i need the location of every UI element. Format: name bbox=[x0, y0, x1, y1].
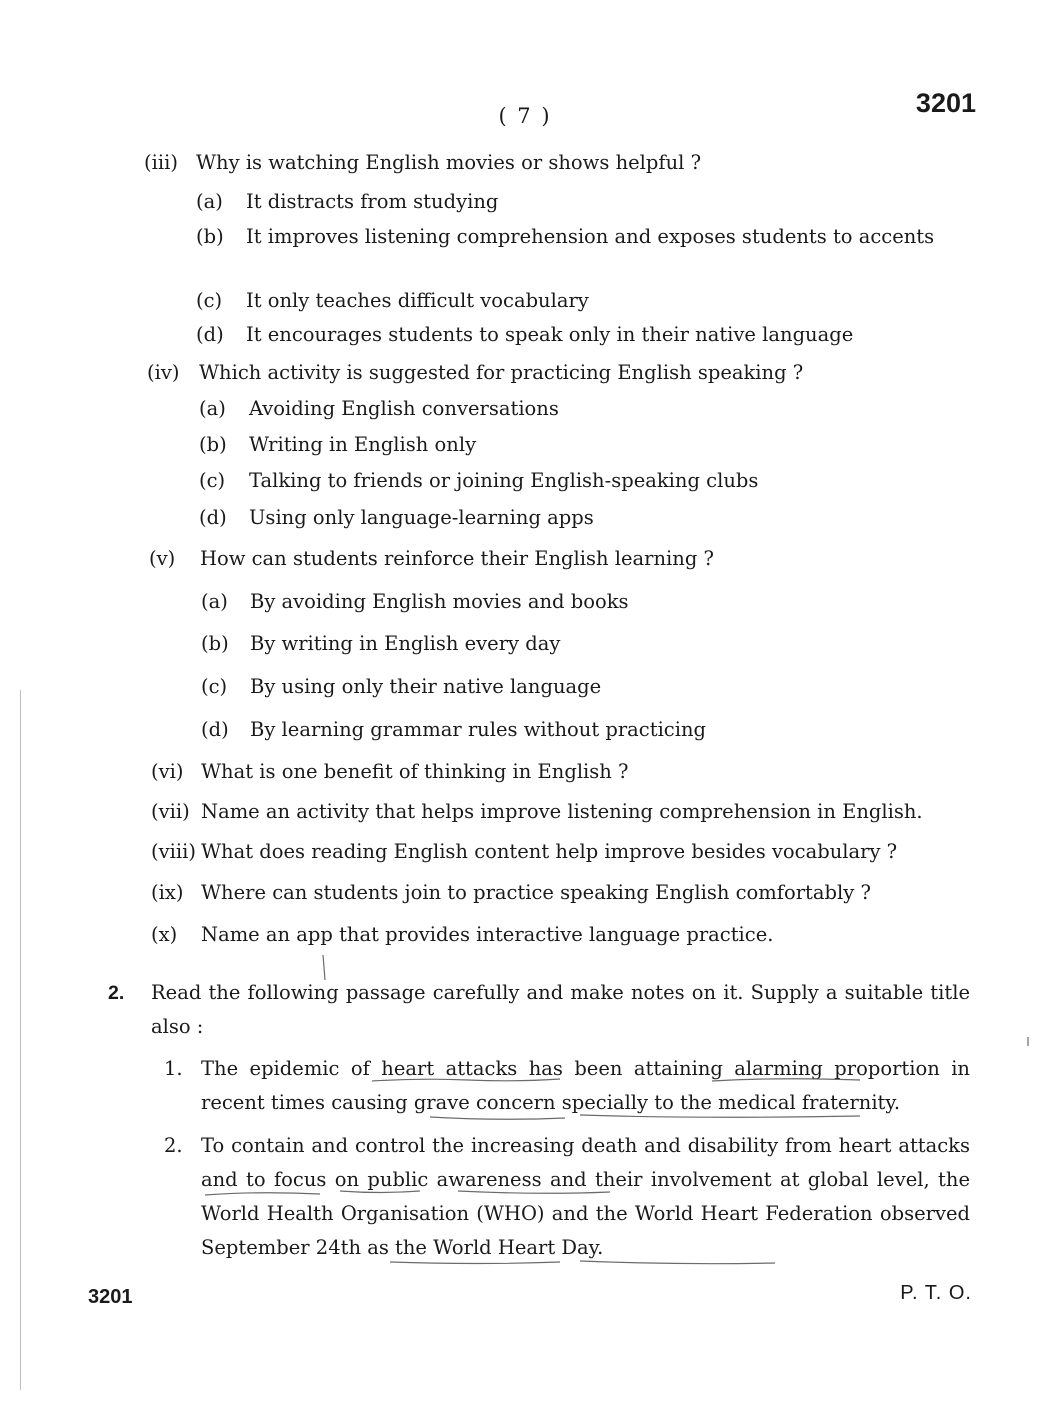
option-label: (b) bbox=[196, 225, 224, 248]
option-label: (c) bbox=[201, 675, 228, 698]
option-iii-c bbox=[196, 286, 976, 316]
option-label: (a) bbox=[201, 590, 228, 613]
question-number: (ix) bbox=[151, 881, 184, 904]
option-label: (d) bbox=[196, 323, 224, 346]
question-text: Which activity is suggested for practicing English speaking ? bbox=[199, 361, 804, 384]
option-iii-d bbox=[196, 320, 976, 350]
question-text: Where can students join to practice speaking English comfortably ? bbox=[201, 881, 871, 904]
paper-code-footer: 3201 bbox=[88, 1286, 133, 1308]
question-number: (v) bbox=[149, 547, 176, 570]
question-iv bbox=[147, 358, 977, 388]
question-number: (vi) bbox=[151, 760, 184, 783]
question-number: 2. bbox=[108, 982, 125, 1004]
paper-code-header: 3201 bbox=[915, 88, 976, 118]
paragraph-number: 1. bbox=[164, 1057, 183, 1080]
question-text: Read the following passage carefully and make notes on it. Supply a suitable title also : bbox=[151, 981, 970, 1038]
option-text: Writing in English only bbox=[249, 433, 477, 456]
pto-label: P. T. O. bbox=[900, 1282, 972, 1304]
option-v-d bbox=[201, 715, 981, 745]
question-text: What does reading English content help improve besides vocabulary ? bbox=[201, 840, 898, 863]
option-label: (c) bbox=[199, 469, 226, 492]
paragraph-number: 2. bbox=[164, 1134, 183, 1157]
option-label: (a) bbox=[196, 190, 223, 213]
question-number: (iv) bbox=[147, 361, 180, 384]
paragraph-text: The epidemic of heart attacks has been attaining alarming proportion in recent times causing grave concern specially to the medical fraternity. bbox=[201, 1057, 970, 1114]
question-iii bbox=[144, 148, 974, 178]
option-label: (a) bbox=[199, 397, 226, 420]
option-iv-b bbox=[199, 430, 979, 460]
option-label: (d) bbox=[199, 506, 227, 529]
option-text: It encourages students to speak only in their native language bbox=[246, 323, 854, 346]
option-iv-d bbox=[199, 503, 979, 533]
option-v-a bbox=[201, 587, 981, 617]
option-iv-c bbox=[199, 466, 979, 496]
question-number: (iii) bbox=[144, 151, 178, 174]
question-text: How can students reinforce their English learning ? bbox=[200, 547, 714, 570]
option-label: (c) bbox=[196, 289, 223, 312]
passage-paragraph-2 bbox=[164, 1129, 970, 1265]
option-text: Avoiding English conversations bbox=[249, 397, 559, 420]
page-number: ( 7 ) bbox=[498, 104, 552, 128]
option-text: By learning grammar rules without practicing bbox=[250, 718, 707, 741]
option-iii-b bbox=[196, 222, 974, 252]
question-text: What is one benefit of thinking in English ? bbox=[201, 760, 629, 783]
option-label: (b) bbox=[199, 433, 227, 456]
question-v bbox=[149, 544, 979, 574]
paragraph-text: To contain and control the increasing death and disability from heart attacks and to focus on public awareness and their involvement at global level, the World Health Organisation (WHO) and the World Heart Federation observed September 24th as the World Heart Day. bbox=[201, 1134, 970, 1259]
question-x bbox=[151, 920, 981, 950]
option-label: (b) bbox=[201, 632, 229, 655]
question-text: Why is watching English movies or shows helpful ? bbox=[196, 151, 702, 174]
question-vi bbox=[151, 757, 981, 787]
question-viii bbox=[151, 837, 981, 867]
question-vii bbox=[151, 797, 971, 827]
scan-margin-line bbox=[20, 690, 21, 1390]
question-number: (x) bbox=[151, 923, 178, 946]
question-number: (viii) bbox=[151, 840, 196, 863]
option-v-b bbox=[201, 629, 981, 659]
option-text: By avoiding English movies and books bbox=[250, 590, 629, 613]
question-2 bbox=[108, 976, 970, 1044]
option-text: By writing in English every day bbox=[250, 632, 561, 655]
option-text: It distracts from studying bbox=[246, 190, 499, 213]
question-text: Name an activity that helps improve listening comprehension in English. bbox=[201, 800, 923, 823]
passage-paragraph-1 bbox=[164, 1052, 970, 1120]
question-text: Name an app that provides interactive language practice. bbox=[201, 923, 774, 946]
option-text: Talking to friends or joining English-speaking clubs bbox=[249, 469, 759, 492]
question-ix bbox=[151, 878, 981, 908]
option-text: It only teaches difficult vocabulary bbox=[246, 289, 589, 312]
option-v-c bbox=[201, 672, 981, 702]
option-label: (d) bbox=[201, 718, 229, 741]
option-text: It improves listening comprehension and exposes students to accents bbox=[246, 225, 935, 248]
question-number: (vii) bbox=[151, 800, 190, 823]
option-iv-a bbox=[199, 394, 979, 424]
option-iii-a bbox=[196, 187, 976, 217]
option-text: By using only their native language bbox=[250, 675, 602, 698]
option-text: Using only language-learning apps bbox=[249, 506, 594, 529]
